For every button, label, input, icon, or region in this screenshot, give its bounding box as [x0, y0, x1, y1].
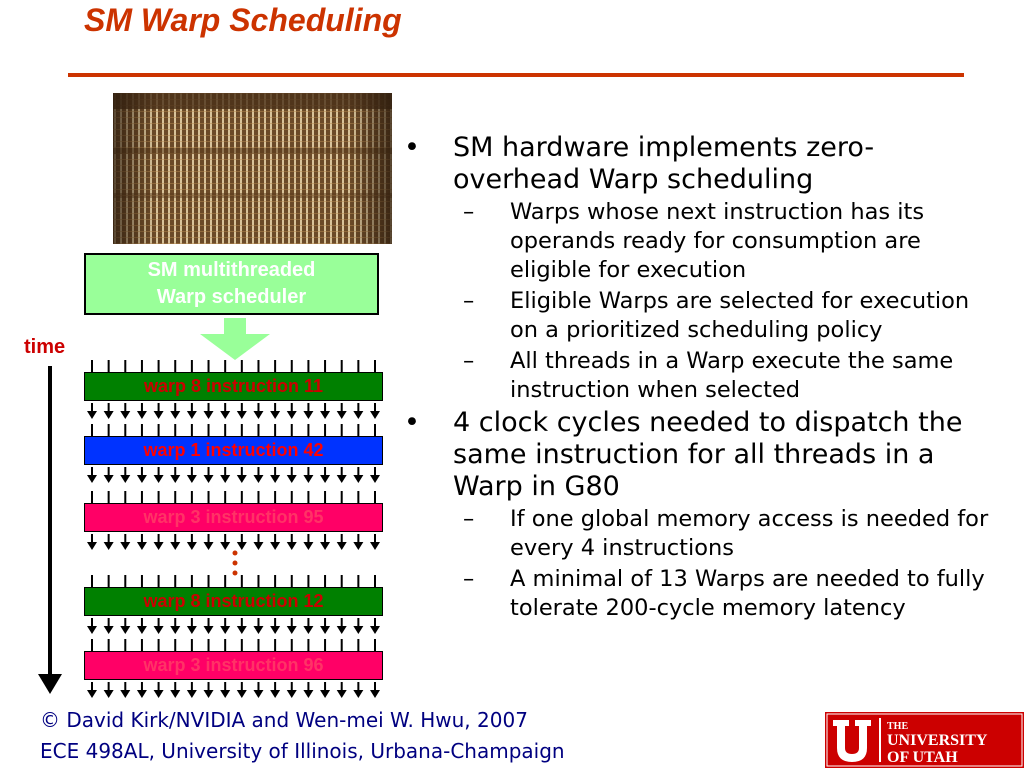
copyright-footer	[40, 705, 565, 767]
warp-instruction-label: warp 8 instruction 12	[143, 591, 324, 611]
footer-line2: ECE 498AL, University of Illinois, Urbana-Champaign	[40, 739, 565, 763]
scheduler-down-arrow	[200, 318, 270, 360]
bullet-text: SM hardware implements zero-overhead Warp scheduling	[453, 132, 875, 195]
sub-bullet-text: A minimal of 13 Warps are needed to fully tolerate 200-cycle memory latency	[510, 566, 985, 621]
loom-photo	[113, 93, 392, 244]
sub-bullet-text: All threads in a Warp execute the same instruction when selected	[510, 348, 954, 403]
sub-bullet-item	[453, 287, 998, 345]
dispatch-arrow-row	[84, 403, 383, 419]
footer-line1: © David Kirk/NVIDIA and Wen-mei W. Hwu, 2007	[40, 708, 528, 732]
bullet-text: 4 clock cycles needed to dispatch the same instruction for all threads in a Warp in G80	[453, 407, 963, 502]
dispatch-arrow-row	[84, 534, 383, 550]
dispatch-arrow-row	[84, 618, 383, 634]
sub-bullet-item	[453, 565, 998, 623]
sub-bullet-text: Eligible Warps are selected for execution on a prioritized scheduling policy	[510, 288, 970, 343]
sub-bullet-marker: –	[463, 566, 475, 592]
warp-instruction-box	[84, 372, 383, 401]
warp-instruction-box	[84, 436, 383, 465]
warp-instruction-box	[84, 587, 383, 616]
logo-line3: OF UTAH	[887, 749, 958, 766]
warp-scheduler-box	[84, 253, 379, 315]
warp-instruction-label: warp 8 instruction 11	[143, 376, 324, 396]
slide-title: SM Warp Scheduling	[84, 2, 402, 38]
dispatch-arrow-row	[84, 467, 383, 483]
bullet-marker: •	[404, 407, 420, 438]
bullet-item	[398, 132, 998, 196]
sub-bullet-item	[453, 347, 998, 405]
logo-line2: UNIVERSITY	[887, 732, 988, 749]
time-arrow	[38, 366, 62, 694]
bullet-list	[398, 132, 998, 625]
sub-bullet-text: If one global memory access is needed for every 4 instructions	[510, 506, 989, 561]
scheduler-label-line2: Warp scheduler	[156, 286, 307, 308]
logo-line1: THE	[887, 721, 909, 732]
sub-bullet-marker: –	[463, 288, 475, 314]
scheduler-label-line1: SM multithreaded	[147, 259, 316, 281]
bullet-item	[398, 407, 998, 503]
bullet-marker: •	[404, 132, 420, 163]
sub-bullet-item	[453, 505, 998, 563]
warp-instruction-box	[84, 651, 383, 680]
sub-bullet-marker: –	[463, 348, 475, 374]
sub-bullet-marker: –	[463, 506, 475, 532]
title-underline	[68, 73, 964, 77]
warp-instruction-label: warp 3 instruction 96	[143, 655, 324, 675]
warp-instruction-label: warp 3 instruction 95	[143, 507, 324, 527]
warp-instruction-label: warp 1 instruction 42	[143, 440, 324, 460]
university-of-utah-logo	[825, 712, 1024, 768]
dispatch-arrow-row	[84, 682, 383, 698]
sub-bullet-text: Warps whose next instruction has its operands ready for consumption are eligible for execution	[510, 199, 925, 283]
ellipsis	[225, 549, 245, 583]
time-label: time	[24, 336, 66, 358]
sub-bullet-item	[453, 198, 998, 285]
warp-instruction-box	[84, 503, 383, 532]
sub-bullet-marker: –	[463, 199, 475, 225]
